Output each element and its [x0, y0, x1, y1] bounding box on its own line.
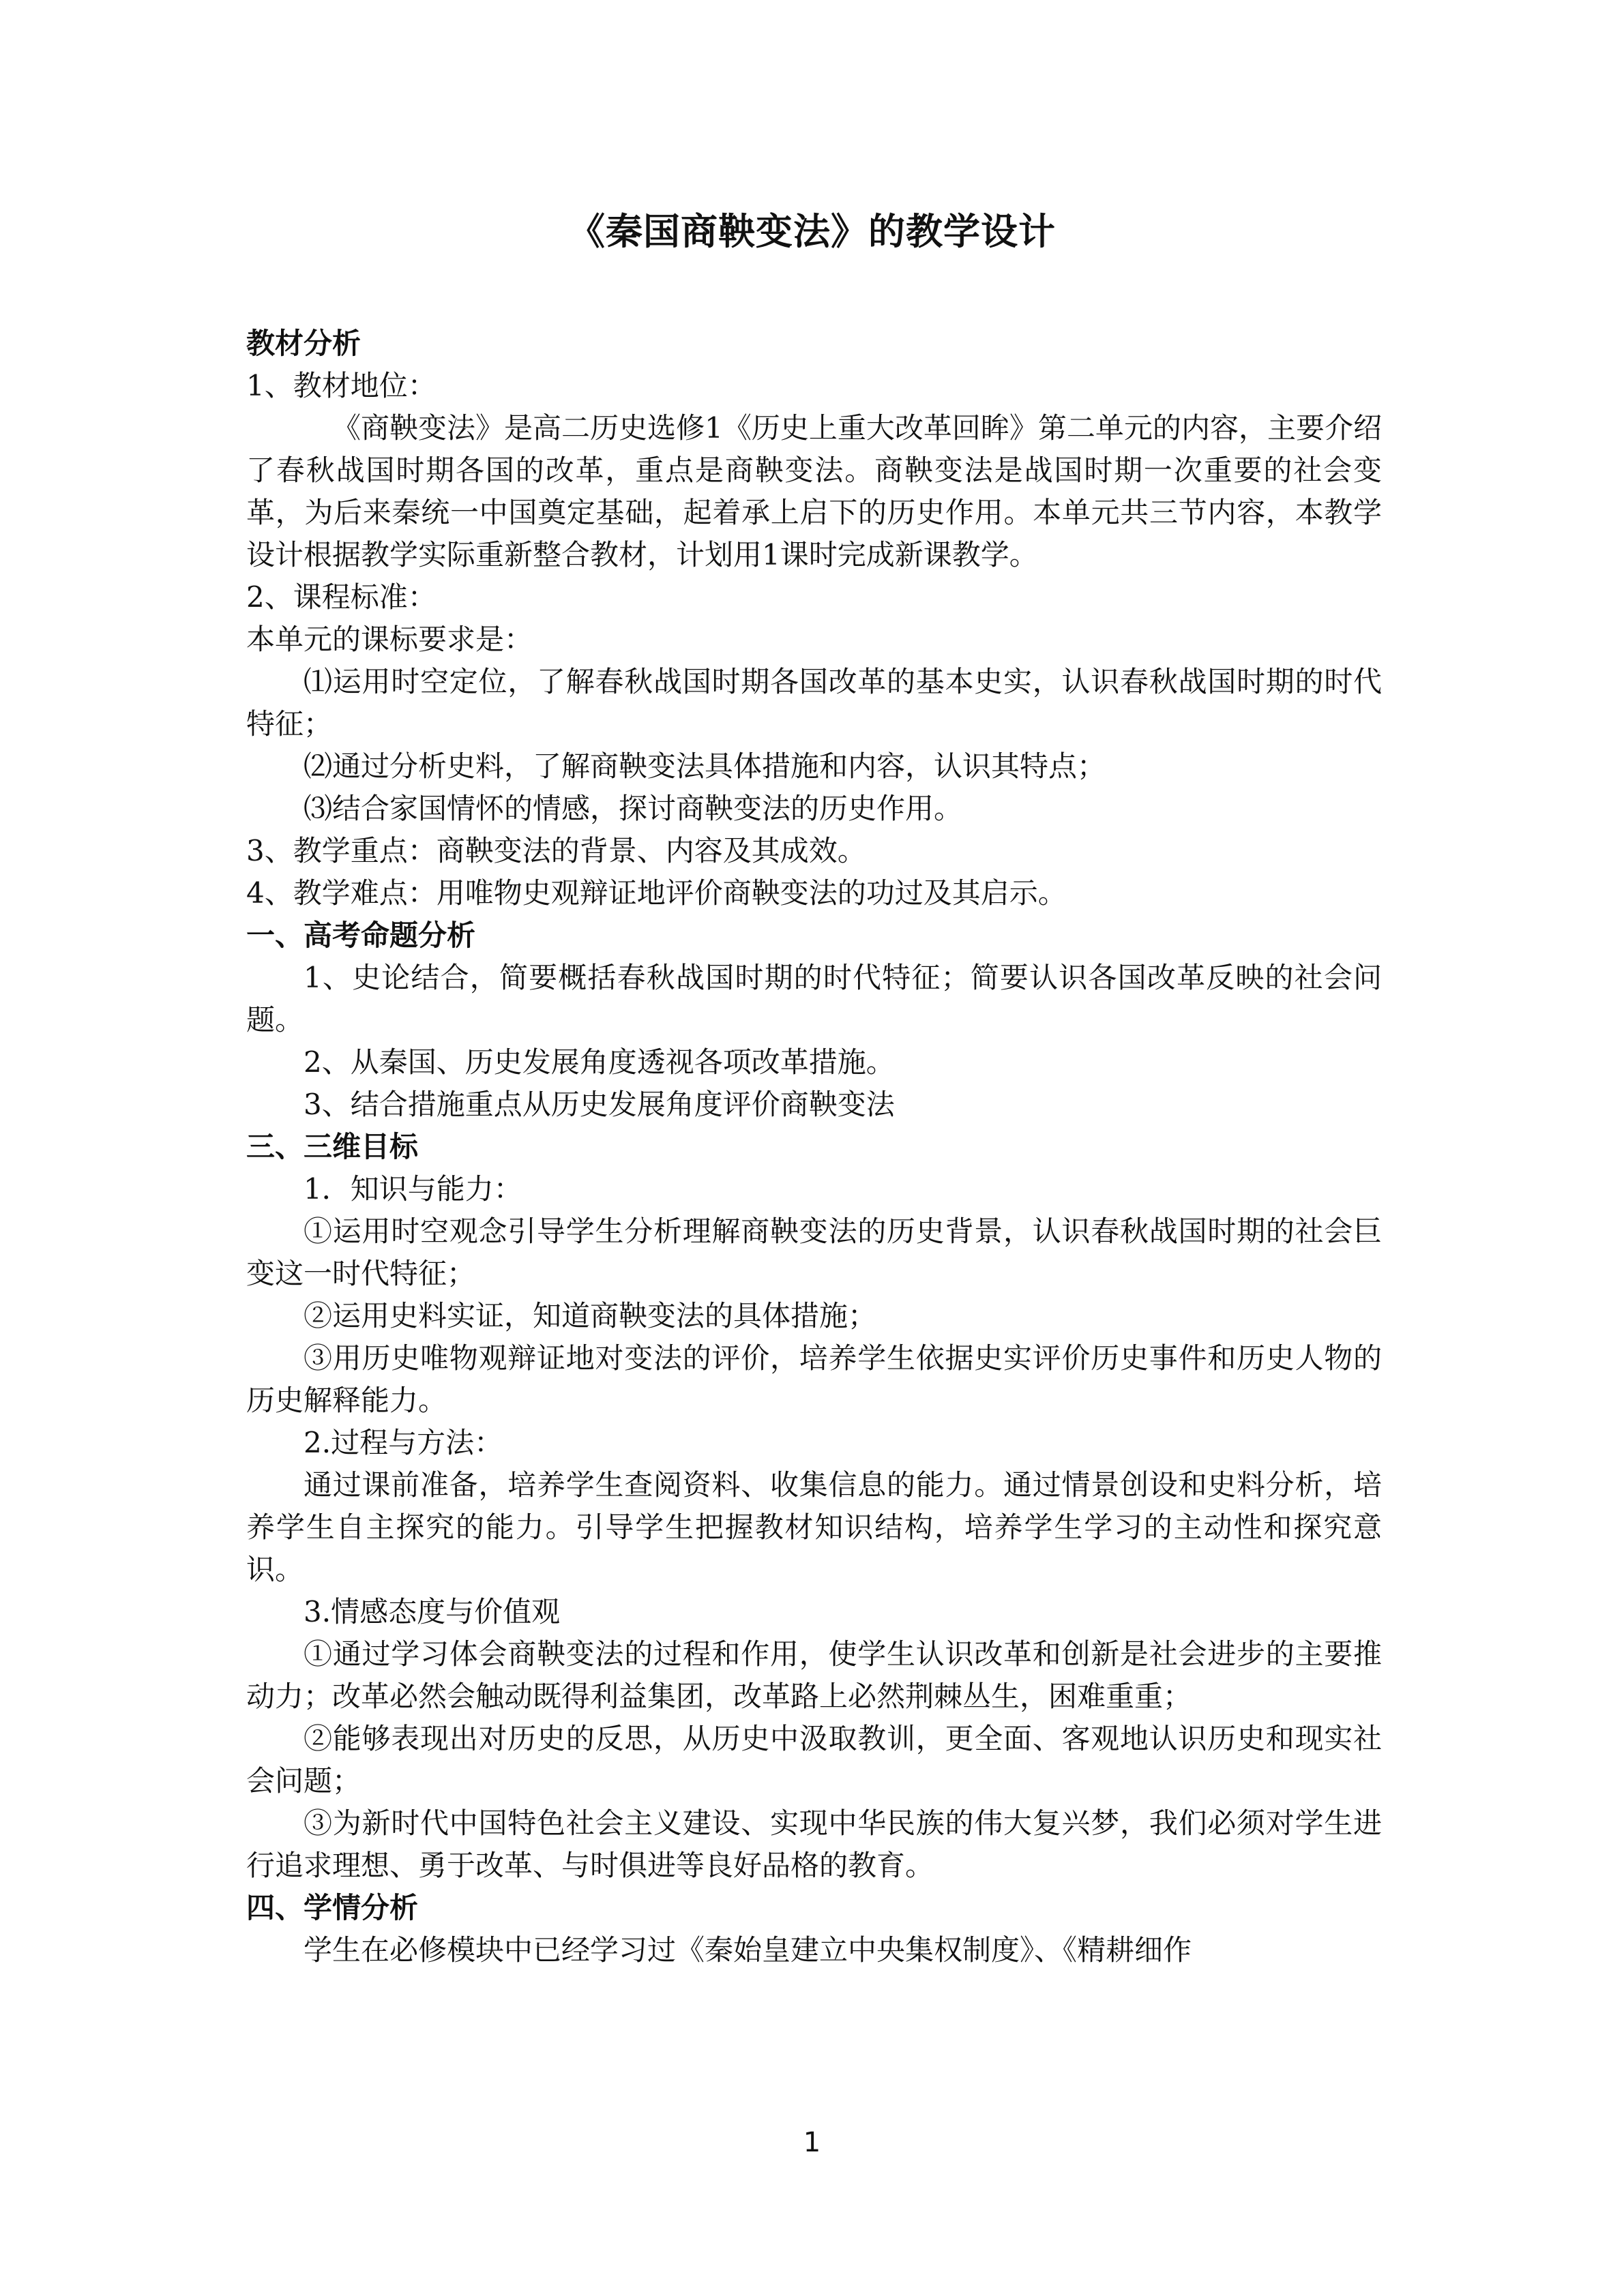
list-item-knowledge-2: ②运用史料实证，知道商鞅变法的具体措施；	[304, 1299, 877, 1332]
list-item-knowledge-1: ①运用时空观念引导学生分析理解商鞅变法的历史背景，认识春秋战国时期的社会巨变这一时代特征；	[246, 1214, 1382, 1290]
subheading-knowledge-ability: 1．知识与能力：	[304, 1172, 522, 1206]
subheading-material-position: 1、教材地位：	[246, 369, 437, 402]
list-item-emotion-3: ③为新时代中国特色社会主义建设、实现中华民族的伟大复兴梦，我们必须对学生进行追求理想、勇于改革、与时俱进等良好品格的教育。	[246, 1806, 1382, 1882]
paragraph-material-position: 《商鞅变法》是高二历史选修1《历史上重大改革回眸》第二单元的内容，主要介绍了春秋战国时期各国的改革，重点是商鞅变法。商鞅变法是战国时期一次重要的社会变革，为后来秦统一中国奠定基础，起着承上启下的历史作用。本单元共三节内容，本教学设计根据教学实际重新整合教材，计划用1课时完成新课教学。	[246, 411, 1382, 571]
document-title: 《秦国商鞅变法》的教学设计	[568, 210, 1056, 253]
list-item-emotion-1: ①通过学习体会商鞅变法的过程和作用，使学生认识改革和创新是社会进步的主要推动力；改革必然会触动既得利益集团，改革路上必然荆棘丛生，困难重重；	[246, 1637, 1382, 1713]
list-item-exam-2: 2、从秦国、历史发展角度透视各项改革措施。	[304, 1045, 895, 1079]
page-number: 1	[803, 2127, 821, 2158]
list-item-standard-3: ⑶结合家国情怀的情感，探讨商鞅变法的历史作用。	[304, 792, 963, 825]
list-item-standard-2: ⑵通过分析史料，了解商鞅变法具体措施和内容，认识其特点；	[304, 749, 1106, 783]
subheading-process-method: 2.过程与方法：	[304, 1426, 503, 1459]
paragraph-teaching-difficulty: 4、教学难点：用唯物史观辩证地评价商鞅变法的功过及其启示。	[246, 876, 1067, 910]
section-heading-exam-analysis: 一、高考命题分析	[246, 919, 476, 952]
paragraph-process-method: 通过课前准备，培养学生查阅资料、收集信息的能力。通过情景创设和史料分析，培养学生自主探究的能力。引导学生把握教材知识结构，培养学生学习的主动性和探究意识。	[246, 1468, 1382, 1586]
list-item-standard-1: ⑴运用时空定位，了解春秋战国时期各国改革的基本史实，认识春秋战国时期的时代特征；	[246, 665, 1382, 741]
subheading-emotion-values: 3.情感态度与价值观	[304, 1595, 561, 1628]
paragraph-standard-intro: 本单元的课标要求是：	[246, 623, 533, 656]
section-heading-objectives: 三、三维目标	[246, 1130, 419, 1163]
document-body	[246, 323, 1382, 1971]
list-item-knowledge-3: ③用历史唯物观辩证地对变法的评价，培养学生依据史实评价历史事件和历史人物的历史解释能力。	[246, 1341, 1382, 1417]
list-item-exam-3: 3、结合措施重点从历史发展角度评价商鞅变法	[304, 1088, 895, 1121]
list-item-exam-1: 1、史论结合，简要概括春秋战国时期的时代特征；简要认识各国改革反映的社会问题。	[246, 961, 1382, 1037]
paragraph-teaching-focus: 3、教学重点：商鞅变法的背景、内容及其成效。	[246, 834, 866, 867]
subheading-curriculum-standard: 2、课程标准：	[246, 580, 437, 614]
list-item-emotion-2: ②能够表现出对历史的反思，从历史中汲取教训，更全面、客观地认识历史和现实社会问题；	[246, 1722, 1382, 1798]
section-heading-student-analysis: 四、学情分析	[246, 1891, 419, 1924]
section-heading-material-analysis: 教材分析	[246, 327, 361, 360]
paragraph-student-analysis: 学生在必修模块中已经学习过《秦始皇建立中央集权制度》、《精耕细作	[304, 1933, 1192, 1967]
